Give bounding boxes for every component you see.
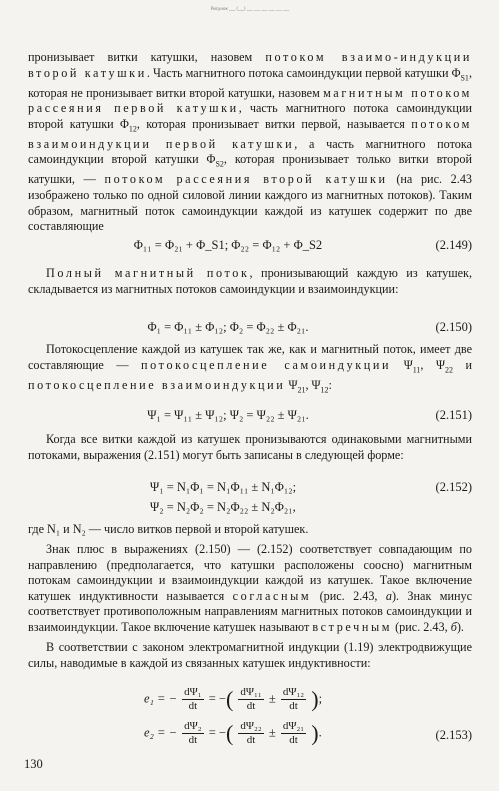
book-page: Рисунок ___ (___) ___ ___ ___ ___ ___ ___ пронизывает витки катушки, назовем потоком взаимо-индукции второй катушки. Часть магнитного потока самоиндукции первой катушки $\Phi_{S1}$, которая не пронизывает витки второй катушки, назовем магнитным потоком рассеяния первой катушки, часть магнитного потока самоиндукции второй катушки $\Phi_{12}$, которая пронизывает витки первой, называется потоком взаимоиндукции первой катушки, а часть магнитного потока самоиндукции второй катушки $\Phi_{S2}$, которая пронизывает только витки второй катушки, — потоком рассеяния второй катушки (на рис. 2.43 изображено только по одной силовой линии каждого из магнитных потоков). Таким образом, магнитный поток самоиндукции каждой из катушек содержит по две составляющие Φ₁₁ = Φ₂₁ + Φ_S1; Φ₂₂ = Φ₁₂ + Φ_S2 (2.149) Полный магнитный поток, пронизывающий каждую из катушек, складывается из магнитных потоков самоиндукции и взаимоиндукции: Φ₁ = Φ₁₁ ± Φ₁₂; Φ₂ = Φ₂₂ ± Φ₂₁. (2.150) Потокосцепление каждой из катушек так же, как и магнитный поток, имеет две составляющие — потокосцепление самоиндукции $\Psi_{11}$, $\Psi_{22}$ и потокосцепление взаимоиндукции $\Psi_{21}$, $\Psi_{12}$: Ψ₁ = Ψ₁₁ ± Ψ₁₂; Ψ₂ = Ψ₂₂ ± Ψ₂₁. (2.151) Когда все витки каждой из катушек пронизываются одинаковыми магнитными потоками, выражения (2.151) могут быть записаны в следующей форме: Ψ₁ = N₁Φ₁ = N₁Φ₁₁ ± N₁Φ₁₂; Ψ₂ = N₂Φ₂ = N₂Φ₂₂ ± N₂Φ₂₁, (2.152) где N₁ и N₂ — число витков первой и второй катушек. Знак плюс в выражениях (2.150) — (2.152) соответствует совпадающим по направлению (предполагается, что катушки расположены соосно) магнитным потокам самоиндукции и взаимоиндукции каждой из катушек. Такое включение катушек индуктивности называется согласным (рис. 2.43, а). Знак минус соответствует противоположным направлениям магнитных потоков самоиндукции и взаимоиндукции. Такое включение катушек называют встречным (рис. 2.43, б). В соответствии с законом электромагнитной индукции (1.19) электродвижущие силы, наводимые в каждой из связанных катушек индуктивности: e₁ = − $\frac{\text{dΨ₁}}{dt}$ = −( $\frac{\text{dΨ₁₁}}{dt}$ ± $\frac{\text{dΨ₁₂}}{dt}$ ); e₂ = − $\frac{\text{dΨ₂}}{dt}$ = −( $\frac{\text{dΨ₂₂}}{dt}$ ± $\frac{\text{dΨ₂₁}}{dt}$ ). (2.153) 130 bbox=[24, 6, 473, 771]
equation-2-153: e₁ = − $\frac{\text{dΨ₁}}{dt}$ = −( $\frac{\text{dΨ₁₁}}{dt}$ ± $\frac{\text{dΨ₁₂}}{dt}$ ); e₂ = − $\frac{\text{dΨ₂}}{dt}$ = −( $\frac{\text{dΨ₂₂}}{dt}$ ± $\frac{\text{dΨ₂₁}}{dt}$ ). (2.153) bbox=[144, 686, 472, 746]
paragraph-mutual-induction: пронизывает витки катушки, назовем потоком взаимо-индукции второй катушки. Часть магнитного потока самоиндукции первой катушки $\Phi_{S1}$, которая не пронизывает витки второй катушки, назовем магнитным потоком рассеяния первой катушки, часть магнитного потока самоиндукции второй катушки $\Phi_{12}$, которая пронизывает витки первой, называется потоком взаимоиндукции первой катушки, а часть магнитного потока самоиндукции второй катушки $\Phi_{S2}$, которая пронизывает только витки второй катушки, — потоком рассеяния второй катушки (на рис. 2.43 изображено только по одной силовой линии каждого из магнитных потоков). Таким образом, магнитный поток самоиндукции каждой из катушек содержит по две составляющие bbox=[28, 50, 473, 234]
equation-2-152: Ψ₁ = N₁Φ₁ = N₁Φ₁₁ ± N₁Φ₁₂; Ψ₂ = N₂Φ₂ = N₂Φ₂₂ ± N₂Φ₂₁, (2.152) bbox=[150, 480, 472, 514]
paragraph-total-flux: Полный магнитный поток, пронизывающий каждую из катушек, складывается из магнитных потоков самоиндукции и взаимоиндукции: bbox=[28, 266, 472, 296]
paragraph-equal-flux: Когда все витки каждой из катушек пронизываются одинаковыми магнитными потоками, выражения (2.151) могут быть записаны в следующей форме: bbox=[28, 432, 472, 462]
paragraph-emf-law: В соответствии с законом электромагнитной индукции (1.19) электродвижущие силы, наводимые в каждой из связанных катушек индуктивности: bbox=[28, 640, 472, 670]
emf-row-1: e₁ = − $\frac{\text{dΨ₁}}{dt}$ = −( $\frac{\text{dΨ₁₁}}{dt}$ ± $\frac{\text{dΨ₁₂}}{dt}$ ); bbox=[144, 686, 323, 712]
paragraph-flux-linkage: Потокосцепление каждой из катушек так же, как и магнитный поток, имеет две составляющие — потокосцепление самоиндукции $\Psi_{11}$, $\Psi_{22}$ и потокосцепление взаимоиндукции $\Psi_{21}$, $\Psi_{12}$: bbox=[28, 342, 472, 395]
header-stamp: Рисунок ___ (___) ___ ___ ___ ___ ___ ___ bbox=[210, 6, 290, 11]
paragraph-turns: где N₁ и N₂ — число витков первой и второй катушек. bbox=[28, 522, 309, 536]
paragraph-sign-rule: Знак плюс в выражениях (2.150) — (2.152) соответствует совпадающим по направлению (предполагается, что катушки расположены соосно) магнитным потокам самоиндукции и взаимоиндукции каждой из катушек. Такое включение катушек индуктивности называется согласным (рис. 2.43, а). Знак минус соответствует противоположным направлениям магнитных потоков самоиндукции и взаимоиндукции. Такое включение катушек называют встречным (рис. 2.43, б). bbox=[28, 542, 472, 634]
emf-row-2: e₂ = − $\frac{\text{dΨ₂}}{dt}$ = −( $\frac{\text{dΨ₂₂}}{dt}$ ± $\frac{\text{dΨ₂₁}}{dt}$ ). bbox=[144, 720, 322, 746]
page-number: 130 bbox=[24, 757, 43, 771]
